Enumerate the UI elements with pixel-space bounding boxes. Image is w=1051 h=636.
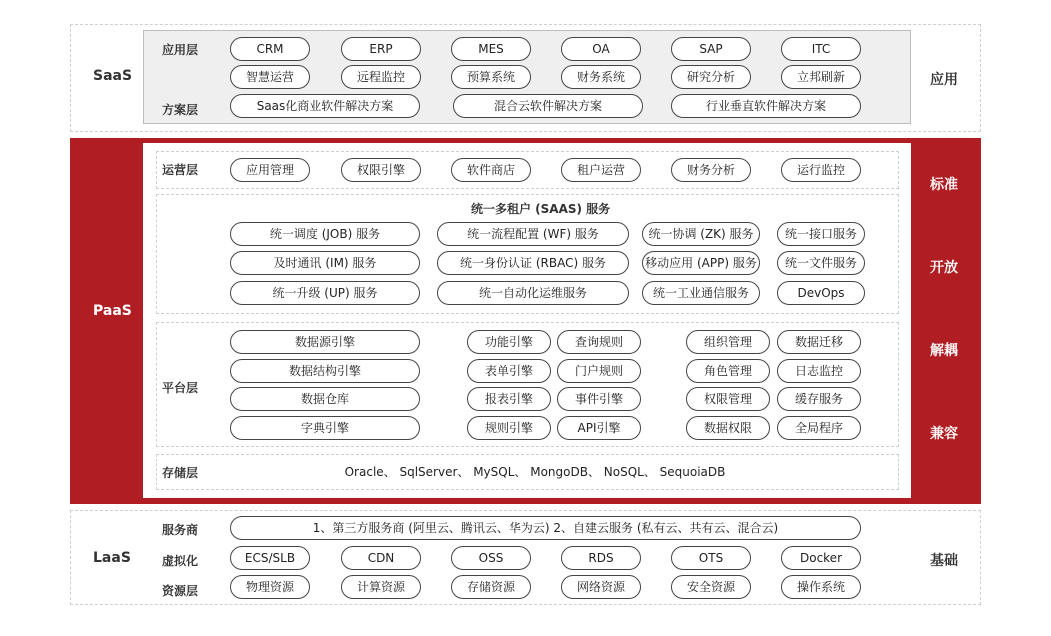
plat-rule-engine[interactable]: 规则引擎 <box>467 416 551 440</box>
svc-up[interactable]: 统一升级 (UP) 服务 <box>230 281 420 305</box>
plat-report-engine[interactable]: 报表引擎 <box>467 387 551 411</box>
plat-dictionary-engine[interactable]: 字典引擎 <box>230 416 420 440</box>
res-os[interactable]: 操作系统 <box>781 575 861 599</box>
provider-label: 服务商 <box>162 523 199 537</box>
solution-hybrid-cloud[interactable]: 混合云软件解决方案 <box>453 94 643 118</box>
laas-label: LaaS <box>93 550 131 566</box>
res-storage[interactable]: 存储资源 <box>451 575 531 599</box>
plat-log-monitor[interactable]: 日志监控 <box>777 359 861 383</box>
virt-ecs-slb[interactable]: ECS/SLB <box>230 546 310 570</box>
svc-rbac[interactable]: 统一身份认证 (RBAC) 服务 <box>437 251 629 275</box>
solution-industry[interactable]: 行业垂直软件解决方案 <box>671 94 861 118</box>
res-compute[interactable]: 计算资源 <box>341 575 421 599</box>
plat-event-engine[interactable]: 事件引擎 <box>557 387 641 411</box>
app-finance[interactable]: 财务系统 <box>561 65 641 89</box>
svc-job[interactable]: 统一调度 (JOB) 服务 <box>230 222 420 246</box>
tenant-services-title: 统一多租户 (SAAS) 服务 <box>471 202 611 216</box>
virt-docker[interactable]: Docker <box>781 546 861 570</box>
ops-layer-label: 运营层 <box>162 163 199 177</box>
svc-wf[interactable]: 统一流程配置 (WF) 服务 <box>437 222 629 246</box>
virt-ots[interactable]: OTS <box>671 546 751 570</box>
plat-data-migration[interactable]: 数据迁移 <box>777 330 861 354</box>
paas-right-standard: 标准 <box>930 177 958 193</box>
resource-layer-label: 资源层 <box>162 584 199 598</box>
plat-query-rules[interactable]: 查询规则 <box>557 330 641 354</box>
svc-app[interactable]: 移动应用 (APP) 服务 <box>642 251 760 275</box>
paas-right-open: 开放 <box>930 260 958 276</box>
app-crm[interactable]: CRM <box>230 37 310 61</box>
plat-permission-mgmt[interactable]: 权限管理 <box>686 387 770 411</box>
plat-role-mgmt[interactable]: 角色管理 <box>686 359 770 383</box>
plat-function-engine[interactable]: 功能引擎 <box>467 330 551 354</box>
solution-layer-label: 方案层 <box>162 103 199 117</box>
app-nippon[interactable]: 立邦刷新 <box>781 65 861 89</box>
app-smart-ops[interactable]: 智慧运营 <box>230 65 310 89</box>
plat-datastructure-engine[interactable]: 数据结构引擎 <box>230 359 420 383</box>
svc-industrial-comm[interactable]: 统一工业通信服务 <box>642 281 760 305</box>
cloud-providers[interactable]: 1、第三方服务商 (阿里云、腾讯云、华为云) 2、自建云服务 (私有云、共有云、混合云) <box>230 516 861 540</box>
plat-form-engine[interactable]: 表单引擎 <box>467 359 551 383</box>
ops-tenant[interactable]: 租户运营 <box>561 158 641 182</box>
plat-org-mgmt[interactable]: 组织管理 <box>686 330 770 354</box>
app-erp[interactable]: ERP <box>341 37 421 61</box>
saas-right-label: 应用 <box>930 72 958 88</box>
app-budget[interactable]: 预算系统 <box>451 65 531 89</box>
storage-databases: Oracle、 SqlServer、 MySQL、 MongoDB、 NoSQL、 SequoiaDB <box>344 465 726 479</box>
app-oa[interactable]: OA <box>561 37 641 61</box>
ops-finance-analysis[interactable]: 财务分析 <box>671 158 751 182</box>
plat-data-warehouse[interactable]: 数据仓库 <box>230 387 420 411</box>
virt-oss[interactable]: OSS <box>451 546 531 570</box>
paas-right-compatible: 兼容 <box>930 426 958 442</box>
ops-software-store[interactable]: 软件商店 <box>451 158 531 182</box>
svc-im[interactable]: 及时通讯 (IM) 服务 <box>230 251 420 275</box>
virtualization-label: 虚拟化 <box>162 554 199 568</box>
app-layer-label: 应用层 <box>162 43 199 57</box>
plat-cache-service[interactable]: 缓存服务 <box>777 387 861 411</box>
svc-file[interactable]: 统一文件服务 <box>777 251 865 275</box>
app-remote-monitor[interactable]: 远程监控 <box>341 65 421 89</box>
virt-cdn[interactable]: CDN <box>341 546 421 570</box>
svc-zk[interactable]: 统一协调 (ZK) 服务 <box>642 222 760 246</box>
app-mes[interactable]: MES <box>451 37 531 61</box>
res-security[interactable]: 安全资源 <box>671 575 751 599</box>
res-physical[interactable]: 物理资源 <box>230 575 310 599</box>
laas-right-label: 基础 <box>930 553 958 569</box>
svc-interface[interactable]: 统一接口服务 <box>777 222 865 246</box>
app-itc[interactable]: ITC <box>781 37 861 61</box>
plat-global-program[interactable]: 全局程序 <box>777 416 861 440</box>
ops-permission-engine[interactable]: 权限引擎 <box>341 158 421 182</box>
svc-auto-ops[interactable]: 统一自动化运维服务 <box>437 281 629 305</box>
solution-saas-commercial[interactable]: Saas化商业软件解决方案 <box>230 94 420 118</box>
app-sap[interactable]: SAP <box>671 37 751 61</box>
ops-run-monitor[interactable]: 运行监控 <box>781 158 861 182</box>
app-research[interactable]: 研究分析 <box>671 65 751 89</box>
platform-layer-label: 平台层 <box>162 381 199 395</box>
paas-label: PaaS <box>93 303 132 319</box>
plat-data-permission[interactable]: 数据权限 <box>686 416 770 440</box>
plat-portal-rules[interactable]: 门户规则 <box>557 359 641 383</box>
paas-right-decouple: 解耦 <box>930 343 958 359</box>
res-network[interactable]: 网络资源 <box>561 575 641 599</box>
saas-label: SaaS <box>93 68 133 84</box>
plat-datasource-engine[interactable]: 数据源引擎 <box>230 330 420 354</box>
ops-app-mgmt[interactable]: 应用管理 <box>230 158 310 182</box>
storage-layer-label: 存储层 <box>162 466 199 480</box>
plat-api-engine[interactable]: API引擎 <box>557 416 641 440</box>
virt-rds[interactable]: RDS <box>561 546 641 570</box>
svc-devops[interactable]: DevOps <box>777 281 865 305</box>
